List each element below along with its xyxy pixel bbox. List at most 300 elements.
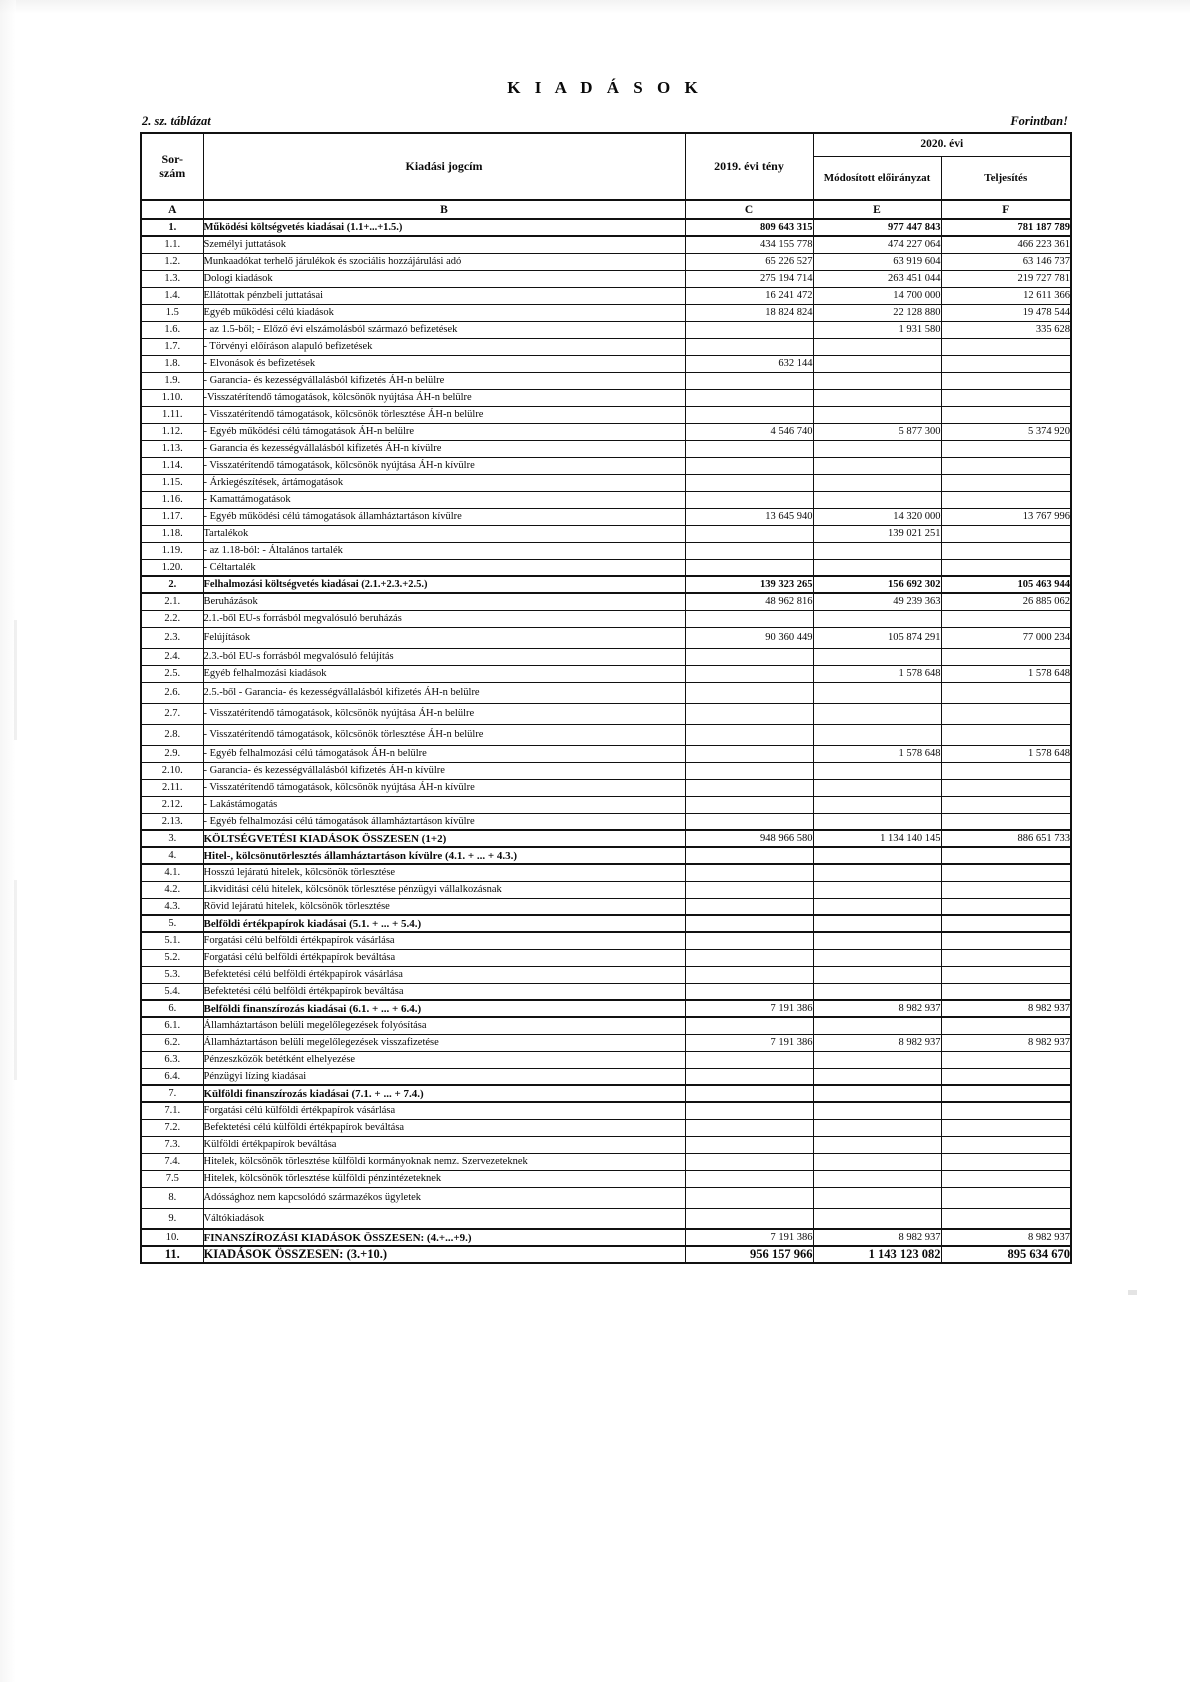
row-value-c-cell [685, 1187, 813, 1208]
row-number-cell: 5.4. [141, 983, 203, 1000]
row-title-cell: - Visszatérítendő támogatások, kölcsönök törlesztése ÁH-n belülre [203, 724, 685, 745]
row-title-cell: Beruházások [203, 593, 685, 610]
row-value-e-cell [813, 915, 941, 932]
row-title-cell: Külföldi értékpapírok beváltása [203, 1136, 685, 1153]
column-letter-c: C [685, 200, 813, 219]
row-value-e-cell [813, 1119, 941, 1136]
row-value-e-cell: 139 021 251 [813, 525, 941, 542]
row-title-cell: - Céltartalék [203, 559, 685, 576]
row-value-c-cell [685, 440, 813, 457]
row-value-c-cell [685, 932, 813, 949]
row-title-cell: Váltókiadások [203, 1208, 685, 1229]
row-value-f-cell [941, 864, 1071, 881]
row-value-c-cell: 4 546 740 [685, 423, 813, 440]
scan-speck [14, 880, 17, 1080]
row-value-e-cell [813, 648, 941, 665]
row-number-cell: 1.1. [141, 236, 203, 253]
row-value-f-cell: 77 000 234 [941, 627, 1071, 648]
table-head [141, 133, 1071, 200]
row-title-cell: Pénzeszközök betétként elhelyezése [203, 1051, 685, 1068]
row-value-c-cell: 632 144 [685, 355, 813, 372]
row-number-cell: 1.5 [141, 304, 203, 321]
row-value-c-cell [685, 648, 813, 665]
row-title-cell: - az 1.18-ból: - Általános tartalék [203, 542, 685, 559]
row-value-f-cell: 8 982 937 [941, 1000, 1071, 1017]
table-row [141, 270, 1071, 287]
row-title-cell: Pénzügyi lízing kiadásai [203, 1068, 685, 1085]
row-value-e-cell: 1 143 123 082 [813, 1246, 941, 1263]
row-value-c-cell [685, 724, 813, 745]
row-value-f-cell [941, 779, 1071, 796]
row-title-cell: Dologi kiadások [203, 270, 685, 287]
row-title-cell: - Visszatérítendő támogatások, kölcsönök nyújtása ÁH-n belülre [203, 703, 685, 724]
row-value-c-cell [685, 881, 813, 898]
row-value-c-cell [685, 1170, 813, 1187]
scan-speck [14, 620, 17, 740]
header-row-number-line2: szám [159, 165, 186, 180]
row-title-cell: - Törvényi előíráson alapuló befizetések [203, 338, 685, 355]
row-value-c-cell [685, 966, 813, 983]
row-value-f-cell: 8 982 937 [941, 1229, 1071, 1246]
row-value-c-cell: 434 155 778 [685, 236, 813, 253]
row-value-f-cell [941, 406, 1071, 423]
row-value-c-cell: 809 643 315 [685, 219, 813, 236]
row-value-c-cell [685, 1136, 813, 1153]
row-value-c-cell [685, 1085, 813, 1102]
row-value-e-cell [813, 864, 941, 881]
table-row [141, 1136, 1071, 1153]
row-value-f-cell [941, 440, 1071, 457]
row-value-c-cell: 7 191 386 [685, 1229, 813, 1246]
row-value-e-cell: 14 320 000 [813, 508, 941, 525]
row-title-cell: Forgatási célú belföldi értékpapírok beváltása [203, 949, 685, 966]
row-value-c-cell [685, 983, 813, 1000]
row-value-e-cell [813, 389, 941, 406]
row-value-c-cell [685, 559, 813, 576]
row-value-c-cell [685, 372, 813, 389]
row-value-c-cell [685, 682, 813, 703]
row-number-cell: 4.1. [141, 864, 203, 881]
row-value-e-cell [813, 762, 941, 779]
row-value-e-cell: 156 692 302 [813, 576, 941, 593]
table-row [141, 219, 1071, 236]
row-value-c-cell [685, 745, 813, 762]
row-value-e-cell [813, 559, 941, 576]
row-title-cell: Felújítások [203, 627, 685, 648]
row-value-c-cell [685, 813, 813, 830]
row-title-cell: Működési költségvetés kiadásai (1.1+...+1.5.) [203, 219, 685, 236]
table-row [141, 525, 1071, 542]
row-value-f-cell [941, 457, 1071, 474]
table-row [141, 665, 1071, 682]
row-value-c-cell [685, 406, 813, 423]
row-value-e-cell [813, 474, 941, 491]
row-value-c-cell [685, 779, 813, 796]
row-value-f-cell [941, 813, 1071, 830]
row-value-c-cell: 65 226 527 [685, 253, 813, 270]
row-value-f-cell: 13 767 996 [941, 508, 1071, 525]
row-value-e-cell [813, 440, 941, 457]
column-letter-b: B [203, 200, 685, 219]
row-value-f-cell [941, 1208, 1071, 1229]
row-value-f-cell [941, 1068, 1071, 1085]
row-value-f-cell [941, 1187, 1071, 1208]
row-title-cell: Belföldi finanszírozás kiadásai (6.1. + ... + 6.4.) [203, 1000, 685, 1017]
row-number-cell: 7.4. [141, 1153, 203, 1170]
table-row [141, 389, 1071, 406]
row-value-c-cell [685, 796, 813, 813]
row-title-cell: - Egyéb működési célú támogatások államháztartáson kívülre [203, 508, 685, 525]
row-title-cell: - az 1.5-ből; - Előző évi elszámolásból származó befizetések [203, 321, 685, 338]
row-number-cell: 4.3. [141, 898, 203, 915]
table-row [141, 1119, 1071, 1136]
row-value-e-cell: 977 447 843 [813, 219, 941, 236]
row-title-cell: - Visszatérítendő támogatások, kölcsönök törlesztése ÁH-n belülre [203, 406, 685, 423]
row-value-e-cell: 22 128 880 [813, 304, 941, 321]
row-number-cell: 1.8. [141, 355, 203, 372]
row-value-c-cell [685, 457, 813, 474]
row-value-e-cell [813, 1102, 941, 1119]
row-value-e-cell: 8 982 937 [813, 1000, 941, 1017]
column-letter-a: A [141, 200, 203, 219]
table-row [141, 457, 1071, 474]
row-title-cell: Hosszú lejáratú hitelek, kölcsönök törlesztése [203, 864, 685, 881]
row-title-cell: - Egyéb felhalmozási célú támogatások államháztartáson kívülre [203, 813, 685, 830]
row-value-f-cell [941, 983, 1071, 1000]
table-row [141, 1085, 1071, 1102]
table-row [141, 440, 1071, 457]
row-number-cell: 2.2. [141, 610, 203, 627]
row-number-cell: 2.5. [141, 665, 203, 682]
row-value-f-cell [941, 762, 1071, 779]
row-number-cell: 2.10. [141, 762, 203, 779]
row-value-e-cell [813, 1187, 941, 1208]
row-value-c-cell [685, 1153, 813, 1170]
table-row [141, 304, 1071, 321]
row-value-c-cell: 275 194 714 [685, 270, 813, 287]
row-value-e-cell [813, 491, 941, 508]
row-number-cell: 2.4. [141, 648, 203, 665]
row-title-cell: 2.3.-ból EU-s forrásból megvalósuló felújítás [203, 648, 685, 665]
table-row [141, 1051, 1071, 1068]
row-value-c-cell [685, 542, 813, 559]
table-row [141, 338, 1071, 355]
row-value-e-cell [813, 1085, 941, 1102]
table-row [141, 703, 1071, 724]
row-number-cell: 2.13. [141, 813, 203, 830]
row-number-cell: 10. [141, 1229, 203, 1246]
table-row [141, 745, 1071, 762]
row-value-e-cell: 474 227 064 [813, 236, 941, 253]
row-value-c-cell [685, 1208, 813, 1229]
row-value-c-cell [685, 321, 813, 338]
row-value-e-cell [813, 338, 941, 355]
row-value-e-cell [813, 1170, 941, 1187]
row-value-f-cell [941, 1136, 1071, 1153]
table-row [141, 627, 1071, 648]
header-group-2020: 2020. évi [813, 133, 1071, 157]
table-row [141, 881, 1071, 898]
row-value-e-cell: 8 982 937 [813, 1034, 941, 1051]
row-value-f-cell [941, 915, 1071, 932]
row-value-f-cell [941, 1119, 1071, 1136]
row-value-e-cell [813, 932, 941, 949]
table-row [141, 1208, 1071, 1229]
row-number-cell: 5.3. [141, 966, 203, 983]
table-row [141, 423, 1071, 440]
table-row [141, 542, 1071, 559]
table-row [141, 236, 1071, 253]
row-value-e-cell [813, 949, 941, 966]
row-title-cell: Munkaadókat terhelő járulékok és szociális hozzájárulási adó [203, 253, 685, 270]
table-row [141, 321, 1071, 338]
row-value-e-cell: 63 919 604 [813, 253, 941, 270]
row-value-f-cell [941, 682, 1071, 703]
row-value-f-cell [941, 355, 1071, 372]
row-value-e-cell [813, 983, 941, 1000]
header-expenditure-title: Kiadási jogcím [203, 133, 685, 200]
row-title-cell: - Kamattámogatások [203, 491, 685, 508]
row-number-cell: 1.18. [141, 525, 203, 542]
row-value-e-cell [813, 372, 941, 389]
row-value-e-cell: 105 874 291 [813, 627, 941, 648]
table-row [141, 1229, 1071, 1246]
row-title-cell: Befektetési célú belföldi értékpapírok vásárlása [203, 966, 685, 983]
row-value-c-cell [685, 864, 813, 881]
row-value-e-cell: 8 982 937 [813, 1229, 941, 1246]
row-number-cell: 11. [141, 1246, 203, 1263]
table-row [141, 1170, 1071, 1187]
row-value-f-cell [941, 648, 1071, 665]
row-number-cell: 5. [141, 915, 203, 932]
row-title-cell: - Garancia- és kezességvállalásból kifizetés ÁH-n belülre [203, 372, 685, 389]
row-number-cell: 7.2. [141, 1119, 203, 1136]
table-row [141, 898, 1071, 915]
table-row [141, 966, 1071, 983]
table-row [141, 1153, 1071, 1170]
row-value-f-cell [941, 847, 1071, 864]
table-row [141, 593, 1071, 610]
header-fact-2019: 2019. évi tény [685, 133, 813, 200]
row-value-f-cell [941, 898, 1071, 915]
row-value-c-cell [685, 1068, 813, 1085]
row-value-e-cell: 5 877 300 [813, 423, 941, 440]
table-row [141, 406, 1071, 423]
row-title-cell: 2.5.-ből - Garancia- és kezességvállalásból kifizetés ÁH-n belülre [203, 682, 685, 703]
row-title-cell: Hitel-, kölcsönutörlesztés államháztartáson kívülre (4.1. + ... + 4.3.) [203, 847, 685, 864]
row-title-cell: FINANSZÍROZÁSI KIADÁSOK ÖSSZESEN: (4.+...+9.) [203, 1229, 685, 1246]
row-value-e-cell [813, 724, 941, 745]
row-value-e-cell [813, 1051, 941, 1068]
row-value-f-cell [941, 1051, 1071, 1068]
row-number-cell: 1.9. [141, 372, 203, 389]
row-title-cell: Egyéb működési célú kiadások [203, 304, 685, 321]
row-value-f-cell: 335 628 [941, 321, 1071, 338]
row-value-f-cell [941, 338, 1071, 355]
table-row [141, 1246, 1071, 1263]
row-number-cell: 2.11. [141, 779, 203, 796]
row-value-c-cell [685, 491, 813, 508]
row-title-cell: Forgatási célú belföldi értékpapírok vásárlása [203, 932, 685, 949]
row-number-cell: 2.6. [141, 682, 203, 703]
table-sheet [140, 78, 1070, 1264]
row-value-f-cell: 12 611 366 [941, 287, 1071, 304]
row-value-e-cell [813, 457, 941, 474]
row-value-f-cell [941, 1170, 1071, 1187]
row-value-c-cell: 139 323 265 [685, 576, 813, 593]
row-value-f-cell [941, 949, 1071, 966]
row-value-f-cell [941, 796, 1071, 813]
row-value-e-cell: 1 578 648 [813, 745, 941, 762]
row-title-cell: - Egyéb felhalmozási célú támogatások ÁH-n belülre [203, 745, 685, 762]
table-row [141, 287, 1071, 304]
row-value-c-cell [685, 898, 813, 915]
row-number-cell: 5.2. [141, 949, 203, 966]
table-row [141, 355, 1071, 372]
scan-speck [1128, 1290, 1137, 1295]
row-number-cell: 1.15. [141, 474, 203, 491]
row-value-f-cell: 781 187 789 [941, 219, 1071, 236]
row-value-f-cell [941, 1102, 1071, 1119]
table-row [141, 1034, 1071, 1051]
row-value-c-cell [685, 525, 813, 542]
row-value-e-cell [813, 682, 941, 703]
row-value-f-cell: 19 478 544 [941, 304, 1071, 321]
row-value-c-cell: 16 241 472 [685, 287, 813, 304]
row-number-cell: 1. [141, 219, 203, 236]
table-row [141, 796, 1071, 813]
row-number-cell: 9. [141, 1208, 203, 1229]
row-value-e-cell: 1 578 648 [813, 665, 941, 682]
table-row [141, 724, 1071, 745]
column-letter-f: F [941, 200, 1071, 219]
row-value-f-cell: 886 651 733 [941, 830, 1071, 847]
row-value-e-cell: 263 451 044 [813, 270, 941, 287]
caption-row [140, 114, 1070, 129]
row-number-cell: 1.19. [141, 542, 203, 559]
table-row [141, 915, 1071, 932]
row-title-cell: Államháztartáson belüli megelőlegezések folyósítása [203, 1017, 685, 1034]
row-number-cell: 1.16. [141, 491, 203, 508]
row-value-f-cell: 105 463 944 [941, 576, 1071, 593]
table-caption: 2. sz. táblázat [142, 114, 211, 128]
table-row [141, 682, 1071, 703]
row-value-e-cell [813, 1068, 941, 1085]
expenditures-table [140, 132, 1072, 1264]
scan-edge-top [0, 0, 1190, 14]
row-value-e-cell [813, 898, 941, 915]
table-row [141, 372, 1071, 389]
row-number-cell: 2.12. [141, 796, 203, 813]
row-number-cell: 2.8. [141, 724, 203, 745]
row-number-cell: 1.11. [141, 406, 203, 423]
row-number-cell: 1.3. [141, 270, 203, 287]
row-number-cell: 1.4. [141, 287, 203, 304]
row-title-cell: Államháztartáson belüli megelőlegezések visszafizetése [203, 1034, 685, 1051]
row-value-c-cell [685, 389, 813, 406]
row-value-f-cell [941, 932, 1071, 949]
row-value-e-cell [813, 355, 941, 372]
row-value-f-cell [941, 1017, 1071, 1034]
row-value-c-cell: 90 360 449 [685, 627, 813, 648]
table-row [141, 253, 1071, 270]
row-title-cell: Felhalmozási költségvetés kiadásai (2.1.+2.3.+2.5.) [203, 576, 685, 593]
row-value-f-cell [941, 372, 1071, 389]
row-value-f-cell [941, 610, 1071, 627]
row-value-f-cell [941, 1153, 1071, 1170]
row-title-cell: - Visszatérítendő támogatások, kölcsönök nyújtása ÁH-n kívülre [203, 779, 685, 796]
table-row [141, 1068, 1071, 1085]
row-value-c-cell [685, 762, 813, 779]
row-title-cell: - Visszatérítendő támogatások, kölcsönök nyújtása ÁH-n kívülre [203, 457, 685, 474]
row-value-f-cell [941, 491, 1071, 508]
row-title-cell: Hitelek, kölcsönök törlesztése külföldi pénzintézeteknek [203, 1170, 685, 1187]
row-value-e-cell [813, 847, 941, 864]
row-title-cell: - Elvonások és befizetések [203, 355, 685, 372]
row-value-c-cell [685, 474, 813, 491]
row-value-c-cell: 7 191 386 [685, 1034, 813, 1051]
header-row-number [141, 133, 203, 200]
row-number-cell: 1.17. [141, 508, 203, 525]
row-title-cell: KIADÁSOK ÖSSZESEN: (3.+10.) [203, 1246, 685, 1263]
column-letter-row [141, 200, 1071, 219]
row-title-cell: Forgatási célú külföldi értékpapírok vásárlása [203, 1102, 685, 1119]
row-value-e-cell [813, 813, 941, 830]
row-value-f-cell [941, 881, 1071, 898]
row-number-cell: 1.20. [141, 559, 203, 576]
row-number-cell: 2.3. [141, 627, 203, 648]
row-value-e-cell [813, 779, 941, 796]
row-number-cell: 7.5 [141, 1170, 203, 1187]
row-value-f-cell [941, 559, 1071, 576]
currency-note: Forintban! [1010, 114, 1068, 128]
table-row [141, 830, 1071, 847]
row-title-cell: Befektetési célú belföldi értékpapírok beváltása [203, 983, 685, 1000]
row-number-cell: 1.10. [141, 389, 203, 406]
row-number-cell: 1.7. [141, 338, 203, 355]
row-number-cell: 7.3. [141, 1136, 203, 1153]
row-value-c-cell [685, 703, 813, 724]
row-title-cell: - Egyéb működési célú támogatások ÁH-n belülre [203, 423, 685, 440]
row-value-e-cell [813, 542, 941, 559]
row-number-cell: 1.13. [141, 440, 203, 457]
row-number-cell: 3. [141, 830, 203, 847]
row-value-c-cell [685, 915, 813, 932]
row-title-cell: Likviditási célú hitelek, kölcsönök törlesztése pénzügyi vállalkozásnak [203, 881, 685, 898]
row-value-f-cell [941, 1085, 1071, 1102]
row-value-e-cell [813, 1208, 941, 1229]
column-letter-e: E [813, 200, 941, 219]
row-value-f-cell [941, 966, 1071, 983]
row-number-cell: 7.1. [141, 1102, 203, 1119]
table-row [141, 1000, 1071, 1017]
row-value-c-cell [685, 338, 813, 355]
table-row [141, 1102, 1071, 1119]
row-title-cell: -Visszatérítendő támogatások, kölcsönök nyújtása ÁH-n belülre [203, 389, 685, 406]
row-value-f-cell [941, 542, 1071, 559]
row-number-cell: 6. [141, 1000, 203, 1017]
row-title-cell: Adóssághoz nem kapcsolódó származékos ügyletek [203, 1187, 685, 1208]
row-title-cell: Külföldi finanszírozás kiadásai (7.1. + ... + 7.4.) [203, 1085, 685, 1102]
row-value-c-cell [685, 949, 813, 966]
row-number-cell: 1.12. [141, 423, 203, 440]
row-value-c-cell [685, 1119, 813, 1136]
row-title-cell: - Garancia és kezességvállalásból kifizetés ÁH-n kívülre [203, 440, 685, 457]
row-value-c-cell: 48 962 816 [685, 593, 813, 610]
row-number-cell: 4. [141, 847, 203, 864]
row-value-e-cell [813, 881, 941, 898]
row-value-f-cell [941, 474, 1071, 491]
